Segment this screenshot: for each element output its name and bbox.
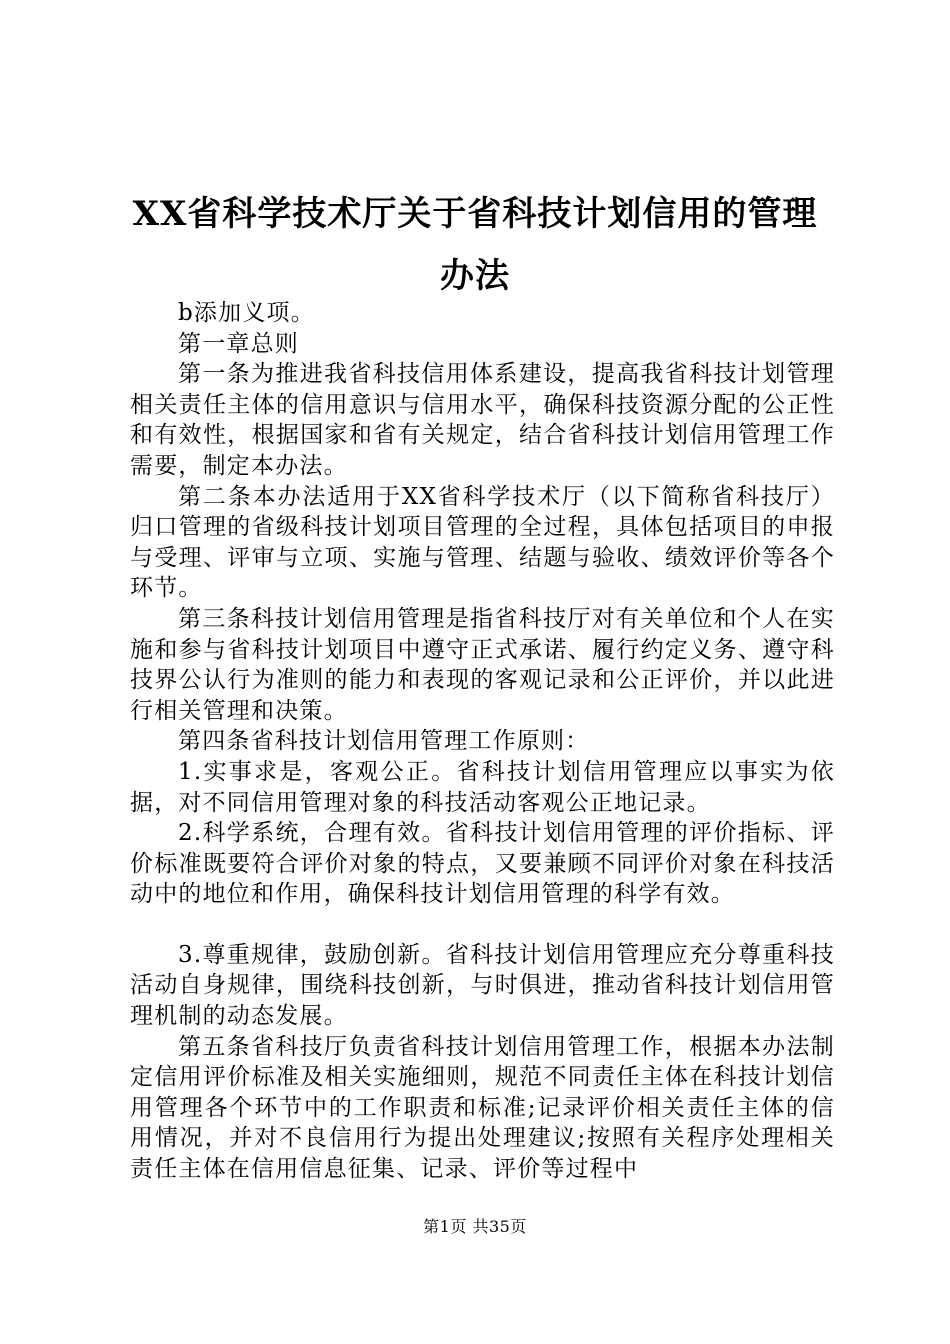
article-2: 第二条本办法适用于XX省科学技术厅（以下简称省科技厅）归口管理的省级科技计划项目管理的全过程，具体包括项目的申报与受理、评审与立项、实施与管理、结题与验收、绩效评价等各个环节。	[130, 483, 835, 602]
document-title-line-1: XX省科学技术厅关于省科技计划信用的管理	[132, 194, 818, 234]
article-4: 第四条省科技计划信用管理工作原则：	[178, 728, 590, 755]
page-footer: 第1页 共35页	[423, 1217, 527, 1236]
chapter-heading: 第一章总则	[178, 330, 299, 357]
document-title-line-2: 办法	[440, 256, 510, 296]
principle-2: 2.科学系统，合理有效。省科技计划信用管理的评价指标、评价标准既要符合评价对象的特点，又要兼顾不同评价对象在科技活动中的地位和作用，确保科技计划信用管理的科学有效。	[130, 820, 835, 908]
article-1: 第一条为推进我省科技信用体系建设，提高我省科技计划管理相关责任主体的信用意识与信用水平，确保科技资源分配的公正性和有效性，根据国家和省有关规定，结合省科技计划信用管理工作需要，制定本办法。	[130, 361, 835, 479]
principle-3: 3.尊重规律，鼓励创新。省科技计划信用管理应充分尊重科技活动自身规律，围绕科技创新，与时俱进，推动省科技计划信用管理机制的动态发展。	[130, 941, 835, 1030]
article-5: 第五条省科技厅负责省科技计划信用管理工作，根据本办法制定信用评价标准及相关实施细则，规范不同责任主体在科技计划信用管理各个环节中的工作职责和标准;记录评价相关责任主体的信用情况，并对不良信用行为提出处理建议;按照有关程序处理相关责任主体在信用信息征集、记录、评价等过程中	[130, 1033, 835, 1183]
article-3: 第三条科技计划信用管理是指省科技厅对有关单位和个人在实施和参与省科技计划项目中遵守正式承诺、履行约定义务、遵守科技界公认行为准则的能力和表现的客观记录和公正评价，并以此进行相关管理和决策。	[130, 605, 835, 724]
document-body	[130, 298, 835, 1185]
paragraph-note: b添加义项。	[178, 300, 315, 326]
principle-1: 1.实事求是，客观公正。省科技计划信用管理应以事实为依据，对不同信用管理对象的科技活动客观公正地记录。	[130, 758, 835, 816]
